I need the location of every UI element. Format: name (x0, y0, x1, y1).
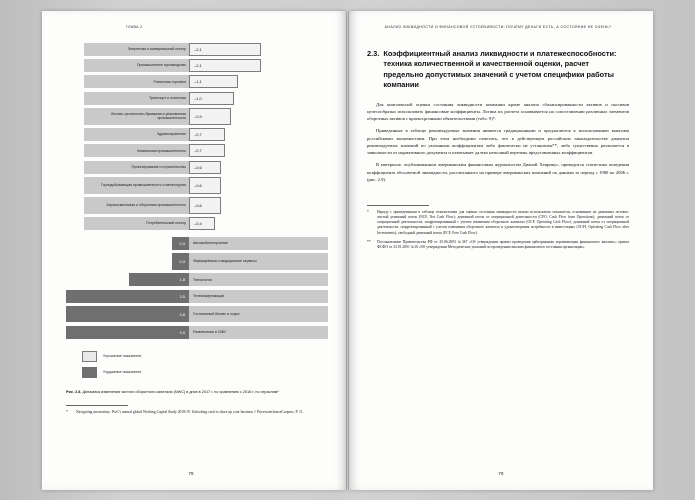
chart-row (66, 59, 328, 72)
legend-swatch-icon (82, 367, 97, 378)
bar-value: 1,8 (129, 273, 189, 286)
chart-row (66, 128, 328, 141)
bar-label: Химическая промышленность (84, 144, 189, 157)
right-page (349, 11, 653, 490)
running-head-left: ГЛАВА 2 (126, 24, 143, 29)
footnote-divider (367, 205, 429, 206)
chart-row (66, 273, 328, 286)
legend-item-improve (82, 351, 328, 362)
body-paragraph: Приведенные в таблице рекомендуемые значения являются традиционными и предлагаются к использованию многими российскими экономистами. При этом необходимо отметить, что в действующем российском законодательстве диапазон рекомендуемых значений по указанным коэффициентам либо фактически не установлен**, либо существенно различается в зависимости от нормативного документа и охватывает далеко неполный перечень представленных коэффициентов. (367, 128, 629, 156)
bar-label: Аэрокосмическая и оборонная промышленность (84, 197, 189, 214)
bar-label: Развлечения и СМИ (189, 326, 328, 339)
footnote-marker: * (367, 209, 369, 214)
bar-label: Горнодобывающая промышленность и металлургия (84, 177, 189, 194)
bar-label: Энергетика и коммунальный сектор (84, 43, 189, 56)
chart-row (66, 108, 328, 125)
chart-row (66, 290, 328, 303)
bar-value: –2,1 (189, 59, 261, 72)
chart-row (66, 217, 328, 230)
running-head-right: АНАЛИЗ ЛИКВИДНОСТИ И ФИНАНСОВОЙ УСТОЙЧИВОСТИ: ПОЧЕМУ ДЕНЬГИ ЕСТЬ, А СОСТОЯНИЕ НЕ ОЧЕНЬ? (384, 24, 612, 29)
bar-label: Потребительский сектор (84, 217, 189, 230)
bar-label: Транспорт и логистика (84, 92, 189, 105)
bar-value: –1,0 (189, 92, 234, 105)
chart-row (66, 237, 328, 250)
footnote-text: Постановление Правительства РФ от 25.06.2003 №367 «Об утверждении правил проведения арбитражным управляющим финансового анализа»; приказ ФСФО от 23.01.2001 №16 «Об утверждении Методических указаний по проведению анализа финансового состояния организации». (377, 239, 629, 250)
bar-value: –0,6 (189, 177, 221, 194)
footnote-divider (66, 405, 128, 406)
body-paragraph: Для комплексной оценки состояния ликвидности компании кроме анализа сбалансированности активов и пассивов целесообразно использовать финансовые коэффициенты. Логика их расчета основывается на сопоставлении различных элементов оборотных активов с краткосрочными обязательствами (табл. 9)*. (367, 101, 629, 122)
footnote-text: Наряду с приведенными в таблице показателями для оценки состояния ликвидности можно использовать показатели, основанные на денежных потоках: чистый денежный поток (NCF, Net Cash Flow); денежный поток от операционной деятельности (CFO, Cash Flow from Operations); денежный поток от операционной деятельности, скорректированный с учетом изменения оборотного капитала (OCF, Operating Cash Flow); денежный поток от операционной деятельности, скорректированный с учетом изменения оборотного капитала и удовлетворения потребности в инвестициях (OCFI, Operating Cash Flow after Investments); свободный денежный поток (FCF, Free Cash Flow). (377, 209, 629, 235)
bar-value: –1,1 (189, 75, 238, 88)
chart-row (66, 253, 328, 270)
body-paragraph: В материале, опубликованном американским финансовым журналистом Дианой Хенрикус, приводится статистика поведения коэффициента абсолютной ликвидности, рассчитанного на примере американских компаний по данным за период с 1980 по 2006 г. (рис. 2.9). (367, 162, 629, 182)
section-number: 2.3. (367, 48, 380, 58)
legend-item-worsen (82, 367, 328, 378)
bar-label: Фармацевтика и медицинские сервисы (189, 253, 328, 270)
page-number-left: 78 (188, 470, 194, 476)
bar-value: 3,8 (66, 306, 189, 323)
footnote (367, 210, 629, 236)
bar-value: –0,9 (189, 108, 231, 125)
chart-row (66, 75, 328, 88)
page-number-right: 79 (498, 470, 504, 476)
legend-label: Улучшение показателя (103, 354, 142, 359)
bar-value: –0,6 (189, 161, 221, 174)
bar-value: –0,4 (189, 217, 215, 230)
bar-label: Технологии (189, 273, 328, 286)
footnote-marker: * (66, 409, 68, 414)
chart-row (66, 326, 328, 339)
chart-legend (82, 351, 328, 378)
bar-value: 0,3 (172, 253, 189, 270)
footnote (66, 410, 328, 415)
chart-row (66, 161, 328, 174)
bar-value: –0,7 (189, 144, 225, 157)
bar-value: 0,3 (172, 237, 189, 250)
legend-swatch-icon (82, 351, 97, 362)
chart-row (66, 43, 328, 56)
chart-row (66, 144, 328, 157)
nwc-chart (66, 43, 328, 378)
bar-value: 3,9 (66, 326, 189, 339)
bar-label: Гостиничный бизнес и отдых (189, 306, 328, 323)
figure-number: Рис. 2.8. (66, 389, 82, 394)
bar-label: Автомобилестроение (189, 237, 328, 250)
left-page (42, 11, 346, 490)
legend-label: Ухудшение показателя (103, 370, 142, 375)
chart-row (66, 306, 328, 323)
chart-row (66, 197, 328, 214)
bar-label: Телекоммуникации (189, 290, 328, 303)
footnote-marker: ** (367, 239, 371, 244)
footnote (367, 240, 629, 251)
bar-value: 3,5 (66, 290, 189, 303)
section-title: Коэффициентный анализ ликвидности и платежеспособности: техника количественной и качественной оценки, расчет предельно допустимых значений с учетом специфики работы компании (383, 48, 617, 90)
bar-value: –0,6 (189, 197, 221, 214)
bar-value: –0,7 (189, 128, 225, 141)
chart-row (66, 177, 328, 194)
figure-caption-text: Динамика изменения чистого оборотного капитала (NWC) в днях в 2017 г. по сравнению с 2016 г. по отраслям* (82, 389, 279, 394)
bar-label: Розничная торговля (84, 75, 189, 88)
bar-label: Здравоохранение (84, 128, 189, 141)
figure-caption (66, 390, 281, 396)
footnote-text: Navigating uncertainty: PwC's annual global Working Capital Study 2018/19. Unlocking cash to shore up your business // PricewaterhouseCoopers. P. 11. (76, 409, 304, 414)
bar-label: Проектирование и строительство (84, 161, 189, 174)
section-heading (367, 49, 629, 91)
chart-row (66, 92, 328, 105)
bar-label: Промышленное производство (84, 59, 189, 72)
bar-label: Лесная, целлюлозно-бумажная и упаковочная промышленность (84, 108, 189, 125)
bar-value: –2,1 (189, 43, 261, 56)
